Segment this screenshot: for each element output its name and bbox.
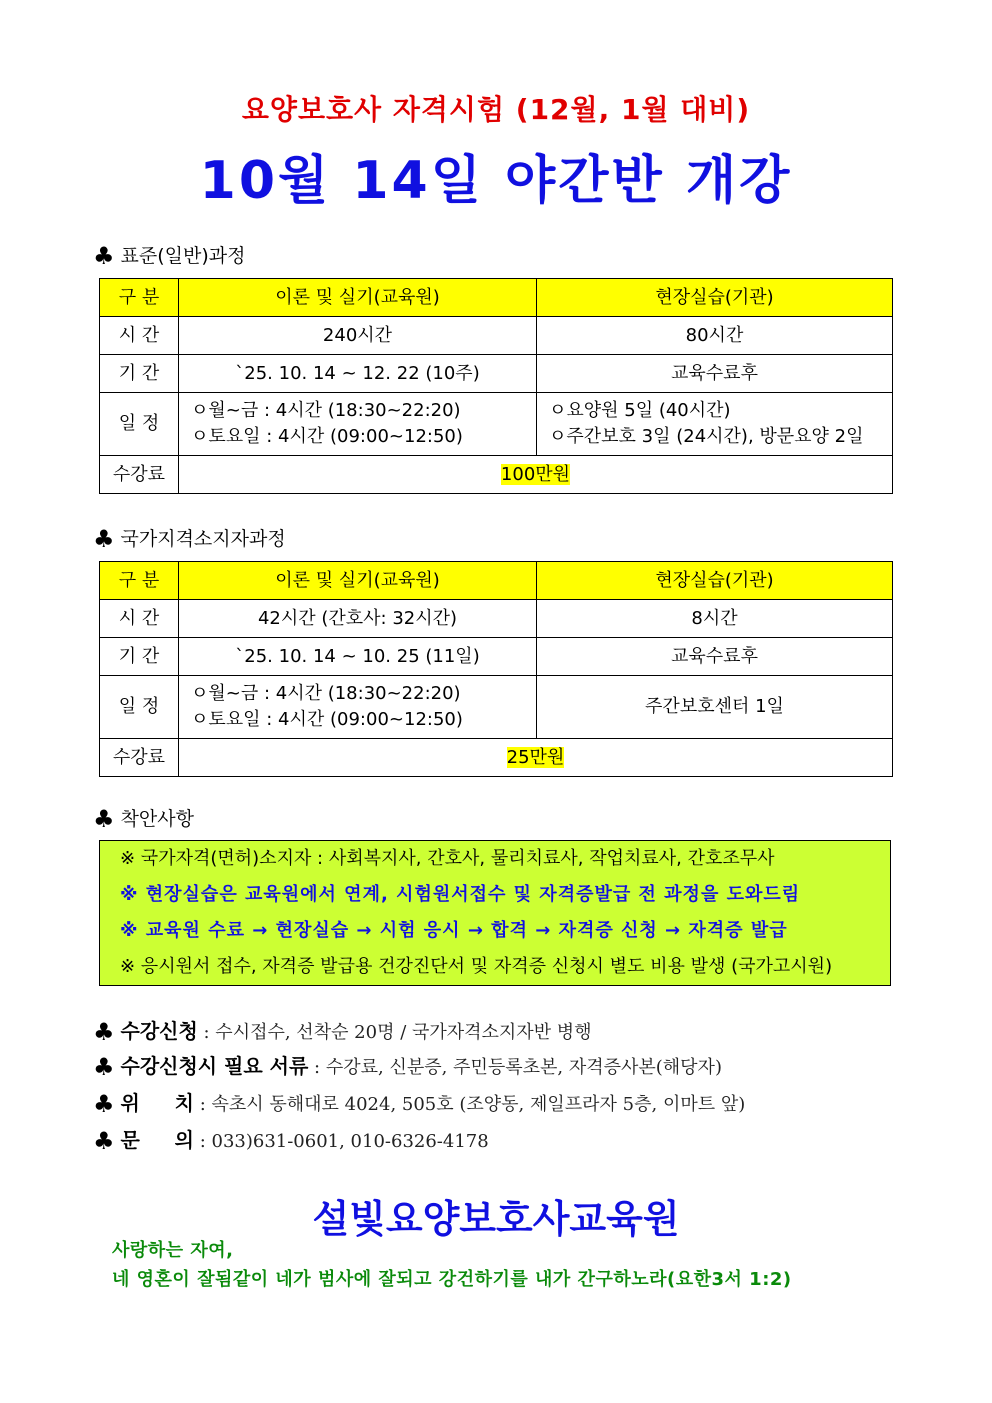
club-icon: ♣: [93, 1090, 115, 1118]
header-theory: 이론 및 실기(교육원): [179, 562, 537, 600]
header-category: 구 분: [100, 279, 179, 317]
fee-cell: [179, 739, 893, 777]
club-icon: ♣: [93, 525, 115, 553]
row-label-period: 기 간: [100, 638, 179, 676]
info-signup: [93, 1015, 592, 1046]
section-heading-label: 국가지격소지자과정: [120, 528, 286, 550]
club-icon: ♣: [93, 805, 115, 833]
section-heading-notes: [93, 804, 194, 833]
info-label: 위 치: [120, 1091, 194, 1115]
notice-line: ※ 현장실습은 교육원에서 연계, 시험원서접수 및 자격증발급 전 과정을 도와드림: [120, 884, 801, 905]
table-row: [100, 638, 893, 676]
table-row: [100, 317, 893, 355]
club-icon: ♣: [93, 1127, 115, 1155]
info-contact: [93, 1124, 489, 1155]
practice-period: 교육수료후: [537, 355, 893, 393]
table-row: [100, 676, 893, 739]
header-theory: 이론 및 실기(교육원): [179, 279, 537, 317]
schedule-line: ㅇ요양원 5일 (40시간): [549, 400, 731, 421]
notice-line: ※ 국가자격(면허)소지자 : 사회복지사, 간호사, 물리치료사, 작업치료사, 간호조무사: [120, 848, 775, 869]
row-label-fee: 수강료: [100, 456, 179, 494]
table-row: [100, 600, 893, 638]
practice-schedule: [537, 393, 893, 456]
header-category: 구 분: [100, 562, 179, 600]
info-documents: [93, 1050, 722, 1081]
schedule-line: ㅇ토요일 : 4시간 (09:00~12:50): [191, 426, 463, 447]
section-heading-label: 표준(일반)과정: [120, 245, 246, 267]
club-icon: ♣: [93, 1053, 115, 1081]
fee-cell: [179, 456, 893, 494]
table-row: [100, 739, 893, 777]
club-icon: ♣: [93, 1018, 115, 1046]
header-practice: 현장실습(기관): [537, 279, 893, 317]
theory-hours: 42시간 (간호사: 32시간): [179, 600, 537, 638]
fee-value: 100만원: [500, 463, 571, 485]
notice-line: ※ 교육원 수료 → 현장실습 → 시험 응시 → 합격 → 자격증 신청 → 자격증 발급: [120, 920, 788, 941]
info-location: [93, 1087, 745, 1118]
info-value: : 수시접수, 선착순 20명 / 국가자격소지자반 병행: [197, 1022, 592, 1043]
organization-name: 설빛요양보호사교육원: [312, 1197, 680, 1241]
verse-line: 사랑하는 자여,: [112, 1240, 234, 1261]
table-row: [100, 456, 893, 494]
theory-period: `25. 10. 14 ~ 12. 22 (10주): [179, 355, 537, 393]
practice-schedule: 주간보호센터 1일: [537, 676, 893, 739]
page-title: 10월 14일 야간반 개강: [199, 151, 793, 211]
row-label-time: 시 간: [100, 600, 179, 638]
section-heading-label: 착안사항: [120, 808, 194, 830]
fee-value: 25만원: [506, 746, 565, 768]
schedule-line: ㅇ월~금 : 4시간 (18:30~22:20): [191, 400, 461, 421]
schedule-line: ㅇ토요일 : 4시간 (09:00~12:50): [191, 709, 463, 730]
table-header-row: [100, 562, 893, 600]
practice-hours: 80시간: [537, 317, 893, 355]
table-header-row: [100, 279, 893, 317]
row-label-fee: 수강료: [100, 739, 179, 777]
info-value: : 033)631-0601, 010-6326-4178: [193, 1131, 489, 1152]
section-heading-standard: [93, 241, 245, 270]
verse-line: 네 영혼이 잘됨같이 네가 범사에 잘되고 강건하기를 내가 간구하노라(요한3서 1:2): [112, 1269, 792, 1290]
theory-hours: 240시간: [179, 317, 537, 355]
schedule-line: ㅇ주간보호 3일 (24시간), 방문요양 2일: [549, 426, 864, 447]
notice-line: ※ 응시원서 접수, 자격증 발급용 건강진단서 및 자격증 신청시 별도 비용 발생 (국가고시원): [120, 956, 833, 977]
schedule-line: ㅇ월~금 : 4시간 (18:30~22:20): [191, 683, 461, 704]
theory-schedule: [179, 676, 537, 739]
licensed-course-table: [99, 561, 893, 777]
practice-period: 교육수료후: [537, 638, 893, 676]
standard-course-table: [99, 278, 893, 494]
info-label: 수강신청: [120, 1019, 198, 1043]
theory-schedule: [179, 393, 537, 456]
row-label-schedule: 일 정: [100, 393, 179, 456]
info-label: 문 의: [120, 1128, 194, 1152]
header-practice: 현장실습(기관): [537, 562, 893, 600]
row-label-schedule: 일 정: [100, 676, 179, 739]
row-label-period: 기 간: [100, 355, 179, 393]
info-value: : 수강료, 신분증, 주민등록초본, 자격증사본(해당자): [308, 1057, 722, 1078]
theory-period: `25. 10. 14 ~ 10. 25 (11일): [179, 638, 537, 676]
table-row: [100, 393, 893, 456]
info-label: 수강신청시 필요 서류: [120, 1054, 309, 1078]
table-row: [100, 355, 893, 393]
club-icon: ♣: [93, 242, 115, 270]
practice-hours: 8시간: [537, 600, 893, 638]
section-heading-licensed: [93, 524, 286, 553]
subtitle: 요양보호사 자격시험 (12월, 1월 대비): [241, 93, 751, 126]
info-value: : 속초시 동해대로 4024, 505호 (조양동, 제일프라자 5층, 이마트 앞): [193, 1094, 746, 1115]
notice-box: [99, 840, 891, 986]
row-label-time: 시 간: [100, 317, 179, 355]
